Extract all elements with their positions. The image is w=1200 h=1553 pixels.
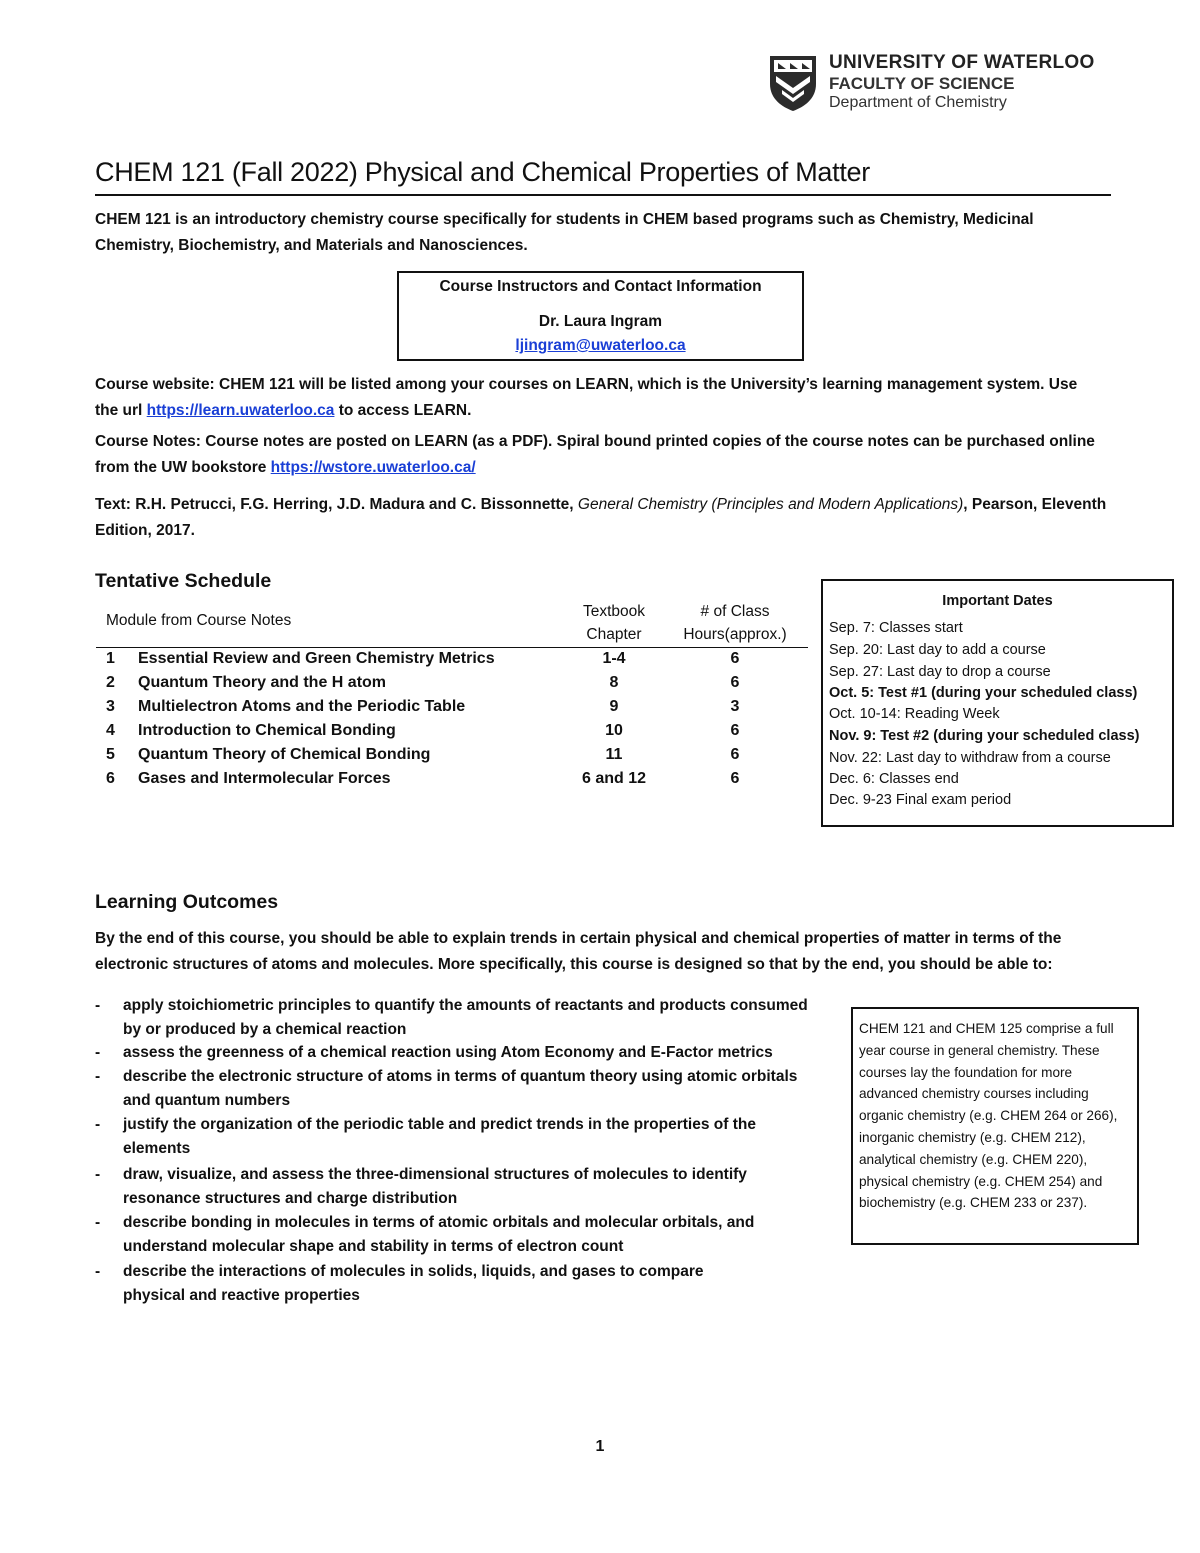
row-number: 4 <box>106 722 115 739</box>
important-dates-heading: Important Dates <box>942 593 1053 609</box>
row-number: 1 <box>106 650 115 667</box>
bullet-dash: - <box>95 1044 101 1061</box>
row-chapter: 10 <box>605 722 623 739</box>
column-header-hours <box>665 600 805 646</box>
date-item: Oct. 10-14: Reading Week <box>829 706 1000 722</box>
date-item: Sep. 20: Last day to add a course <box>829 642 1046 658</box>
notes-text: Course Notes: Course notes are posted on LEARN (as a PDF). Spiral bound printed copies of the course notes can be purchased online from the UW bookstore <box>95 433 1095 476</box>
row-hours: 6 <box>730 650 740 667</box>
row-module: Gases and Intermolecular Forces <box>138 770 391 787</box>
row-hours: 6 <box>730 746 740 763</box>
textbook-paragraph <box>95 492 1125 544</box>
date-item: Dec. 9-23 Final exam period <box>829 792 1012 808</box>
outcome-text: describe the interactions of molecules in solids, liquids, and gases to compare physical and reactive properties <box>123 1263 704 1304</box>
bullet-dash: - <box>95 1116 101 1133</box>
bullet-dash: - <box>95 1263 101 1280</box>
outcome-text: draw, visualize, and assess the three-dimensional structures of molecules to identify resonance structures and charge distribution <box>123 1166 747 1207</box>
table-row <box>96 674 808 698</box>
row-hours: 6 <box>730 674 740 691</box>
bullet-dash: - <box>95 1214 101 1231</box>
page-title: CHEM 121 (Fall 2022) Physical and Chemical Properties of Matter <box>95 157 870 187</box>
course-website-paragraph <box>95 372 1095 424</box>
row-module: Multielectron Atoms and the Periodic Table <box>138 698 466 715</box>
instructor-email-link[interactable]: ljingram@uwaterloo.ca <box>515 337 686 354</box>
row-chapter: 11 <box>605 746 623 763</box>
table-row <box>96 722 808 746</box>
bullet-dash: - <box>95 1166 101 1183</box>
column-header-chapter-line1: Textbook <box>582 603 646 620</box>
outcome-text: describe the electronic structure of atoms in terms of quantum theory using atomic orbitals and quantum numbers <box>123 1068 798 1109</box>
column-header-hours-line1: # of Class <box>700 603 770 620</box>
row-chapter: 6 and 12 <box>581 770 647 787</box>
row-number: 5 <box>106 746 115 763</box>
course-intro: CHEM 121 is an introductory chemistry course specifically for students in CHEM based programs such as Chemistry, Medicinal Chemistry, Biochemistry, and Materials and Nanosciences. <box>95 211 1034 254</box>
row-hours: 6 <box>730 770 740 787</box>
bookstore-url-link[interactable]: https://wstore.uwaterloo.ca/ <box>270 459 476 476</box>
schedule-header-divider <box>96 647 808 648</box>
row-module: Essential Review and Green Chemistry Metrics <box>138 650 495 667</box>
outcome-text: justify the organization of the periodic table and predict trends in the properties of the elements <box>123 1116 756 1157</box>
table-row <box>96 650 808 674</box>
row-hours: 3 <box>730 698 740 715</box>
outcome-text: describe bonding in molecules in terms of atomic orbitals and molecular orbitals, and understand molecular shape and stability in terms of electron count <box>123 1214 755 1255</box>
table-row <box>96 698 808 722</box>
contact-heading: Course Instructors and Contact Information <box>439 278 762 295</box>
textbook-authors: Text: R.H. Petrucci, F.G. Herring, J.D. Madura and C. Bissonnette, <box>95 496 578 513</box>
row-module: Quantum Theory and the H atom <box>138 674 387 691</box>
course-notes-paragraph <box>95 429 1115 481</box>
website-text: Course website: CHEM 121 will be listed among your courses on LEARN, which is the University’s learning management system. Use the url <box>95 376 1078 419</box>
row-module: Quantum Theory of Chemical Bonding <box>138 746 431 763</box>
schedule-heading: Tentative Schedule <box>95 570 272 592</box>
course-sequence-note-box <box>851 1007 1139 1245</box>
date-item: Sep. 27: Last day to drop a course <box>829 664 1051 680</box>
row-module: Introduction to Chemical Bonding <box>138 722 396 739</box>
column-header-hours-line2: Hours(approx.) <box>683 626 787 643</box>
date-item-test: Nov. 9: Test #2 (during your scheduled class) <box>829 728 1140 744</box>
date-item: Sep. 7: Classes start <box>829 620 963 636</box>
logo-faculty: FACULTY OF SCIENCE <box>829 74 1015 93</box>
row-hours: 6 <box>730 722 740 739</box>
bullet-dash: - <box>95 1068 101 1085</box>
website-suffix: to access LEARN. <box>334 402 472 419</box>
contact-info-box <box>397 271 804 361</box>
row-chapter: 8 <box>609 674 619 691</box>
page-number: 1 <box>595 1438 605 1455</box>
bullet-dash: - <box>95 997 101 1014</box>
row-chapter: 1-4 <box>602 650 626 667</box>
column-header-chapter <box>564 600 664 646</box>
row-number: 6 <box>106 770 115 787</box>
row-number: 3 <box>106 698 115 715</box>
table-row <box>96 746 808 770</box>
date-item: Nov. 22: Last day to withdraw from a course <box>829 750 1111 766</box>
important-dates-box <box>821 579 1174 827</box>
row-number: 2 <box>106 674 115 691</box>
logo-university-name: UNIVERSITY OF WATERLOO <box>829 52 1095 73</box>
learning-outcomes-heading: Learning Outcomes <box>95 891 279 913</box>
waterloo-shield-icon <box>768 54 818 112</box>
logo-department: Department of Chemistry <box>829 94 1007 111</box>
course-sequence-note: CHEM 121 and CHEM 125 comprise a full year course in general chemistry. These courses lay the foundation for more advanced chemistry courses including organic chemistry (e.g. CHEM 264 or 266), inorganic chemistry (e.g. CHEM 212), analytical chemistry (e.g. CHEM 220), physical chemistry (e.g. CHEM 254) and biochemistry (e.g. CHEM 233 or 237). <box>859 1021 1118 1211</box>
university-logo <box>768 52 1128 114</box>
outcome-text: apply stoichiometric principles to quantify the amounts of reactants and products consumed by or produced by a chemical reaction <box>123 997 808 1038</box>
instructor-name: Dr. Laura Ingram <box>538 313 663 330</box>
learn-url-link[interactable]: https://learn.uwaterloo.ca <box>146 402 335 419</box>
textbook-title: General Chemistry (Principles and Modern Applications) <box>577 496 964 513</box>
outcome-text: assess the greenness of a chemical reaction using Atom Economy and E-Factor metrics <box>123 1044 773 1061</box>
textbook-publisher: , Pearson, Eleventh Edition, 2017. <box>95 496 1107 539</box>
title-divider <box>95 194 1111 196</box>
column-header-module: Module from Course Notes <box>106 612 292 629</box>
table-row <box>96 770 808 794</box>
learning-outcomes-intro: By the end of this course, you should be able to explain trends in certain physical and chemical properties of matter in terms of the electronic structures of atoms and molecules. More specifically, this course is designed so that by the end, you should be able to: <box>95 930 1062 973</box>
date-item-test: Oct. 5: Test #1 (during your scheduled class) <box>829 685 1138 701</box>
row-chapter: 9 <box>609 698 619 715</box>
column-header-chapter-line2: Chapter <box>586 626 642 643</box>
date-item: Dec. 6: Classes end <box>829 771 959 787</box>
